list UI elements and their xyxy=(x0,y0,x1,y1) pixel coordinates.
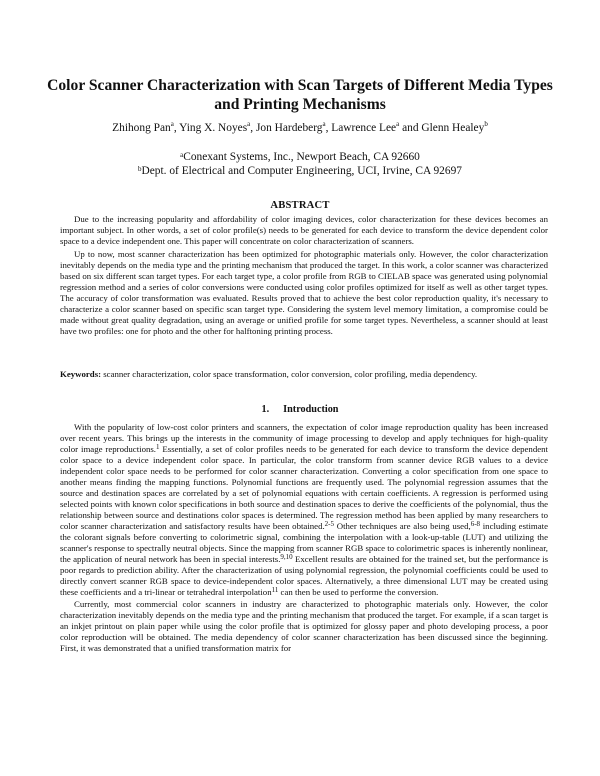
affiliation-a: $^a$Conexant Systems, Inc., Newport Beach, CA 92660 xyxy=(180,151,420,163)
author-affiliation-mark: a xyxy=(247,120,251,128)
section-title: Introduction xyxy=(283,404,339,415)
introduction-body xyxy=(60,422,548,654)
author-affiliation-mark: a xyxy=(322,120,326,128)
citation-ref: 9,10 xyxy=(280,553,293,561)
intro-paragraph-2: Currently, most commercial color scanners in industry are characterized to photographic materials only. However, the color characterization inevitably depends on the media type and the printing mechanism that produced the target. For example, if a scan target is an inkjet printout on plain paper while using the color profile that is optimized for glossy paper and photo developing process, a poor color reproduction will be obtained. The media dependency of color scanner characterization has been discussed since the beginning. First, it was demonstrated that a unified transformation matrix for xyxy=(60,599,548,653)
citation-ref: 6-8 xyxy=(470,520,481,528)
author-name: Lawrence Lee xyxy=(331,122,397,134)
author-affiliation-mark: b xyxy=(484,120,488,128)
intro-paragraph-1: With the popularity of low-cost color printers and scanners, the expectation of color image reproduction quality has been increased over recent years. This brings up the interests in the community of image processing to develop and apply techniques for high-quality color image reproductions.$^1$ Essentially, a set of color profiles needs to be generated for each device to transform the device dependent color space to a device independent color space. In particular, the color transform from scanner device RGB values to a device independent color space needs to be performed for color scanner characterization. Converting a color specification from one space to another means finding the mapping functions. Polynomial functions are frequently used. The polynomial regression assumes that the source and destination spaces are correlated by a set of polynomial equations with certain coefficients. A regression is performed using selected points with known color specifications in both source and destination spaces to derive the coefficients of the polynomial, thus the relationship between source and destinations color spaces is determined. The regression method has been applied by many researchers to color scanner characterization and satisfactory results have been obtained.$^{2-5}$ Other techniques are also being used,$^{6-8}$ including estimate the colorant signals before converting to colorimetric signal, combining the interpolation with a look-up-table (LUT) and utilizing the scanner's response to spectrally neutral objects. Since the mapping from scanner RGB space to colorimetric spaces is inherently nonlinear, the application of neural network has been in special interests.$^{9,10}$ Excellent results are obtained for the trained set, but the performance is poor regards to prediction ability. After the characterization of using polynomial regression, the polynomial coefficients could be used to directly convert scanner RGB space to device-independent color spaces. Alternatively, a three dimensional LUT may be created using these coefficients and a tri-linear or tetrahedral interpolation$^{11}$ can then be used to performe the conversion. xyxy=(60,422,548,597)
affiliation-b: $^b$Dept. of Electrical and Computer Engineering, UCI, Irvine, CA 92697 xyxy=(138,165,462,177)
abstract-body xyxy=(60,214,548,337)
author-name: Ying X. Noyes xyxy=(179,122,248,134)
section-number: 1. xyxy=(261,404,270,415)
keywords xyxy=(60,369,548,380)
keywords-label: Keywords: xyxy=(60,369,102,379)
author-affiliation-mark: a xyxy=(170,120,174,128)
section-heading xyxy=(40,404,560,415)
citation-ref: 11 xyxy=(271,586,279,594)
author-name: Zhihong Pan xyxy=(112,122,171,134)
affiliations xyxy=(40,150,560,178)
author-list: Zhihong Pan$^a$, Ying X. Noyes$^a$, Jon Hardeberg$^a$, Lawrence Lee$^a$ and Glenn Healey$^b$ xyxy=(112,120,488,134)
citation-ref: 1 xyxy=(156,443,160,451)
author-name: Jon Hardeberg xyxy=(255,122,323,134)
abstract-paragraph-2: Up to now, most scanner characterization has been optimized for photographic materials only. However, the color characterization inevitably depends on the media type and the printing mechanism that produced the target. In this work, a color scanner was characterized based on six different scan target types. For each target type, a color profile from RGB to CIELAB space was generated using polynomial regression method and a series of color conversions were conducted using color profiles optimized for itself as well as other target types. The accuracy of color transformation was evaluated. Results proved that to achieve the best color reproduction quality, it's necessary to characterize a color scanner based on specific scan target type. Considering the system level memory limitation, a compromise could be made without great quality degradation, using an average or unified profile for some target types. Nevertheless, a scanner should at least have two profiles: one for photo and the other for halftoning printing process. xyxy=(60,249,548,336)
author-name: Glenn Healey xyxy=(421,122,485,134)
keywords-text: scanner characterization, color space transformation, color conversion, color profiling, media dependency. xyxy=(101,369,478,379)
citation-ref: 2-5 xyxy=(324,520,335,528)
author-affiliation-mark: a xyxy=(396,120,400,128)
abstract-paragraph-1: Due to the increasing popularity and affordability of color imaging devices, color characterization for these devices becomes an important subject. In other words, a set of color profile(s) needs to be generated for each device to transform the device dependent color space to a device independent one. This paper will concentrate on color characterization of scanners. xyxy=(60,214,548,246)
paper-title: Color Scanner Characterization with Scan Targets of Different Media Types and Printing Mechanisms xyxy=(47,77,553,113)
abstract-heading: ABSTRACT xyxy=(270,200,330,211)
